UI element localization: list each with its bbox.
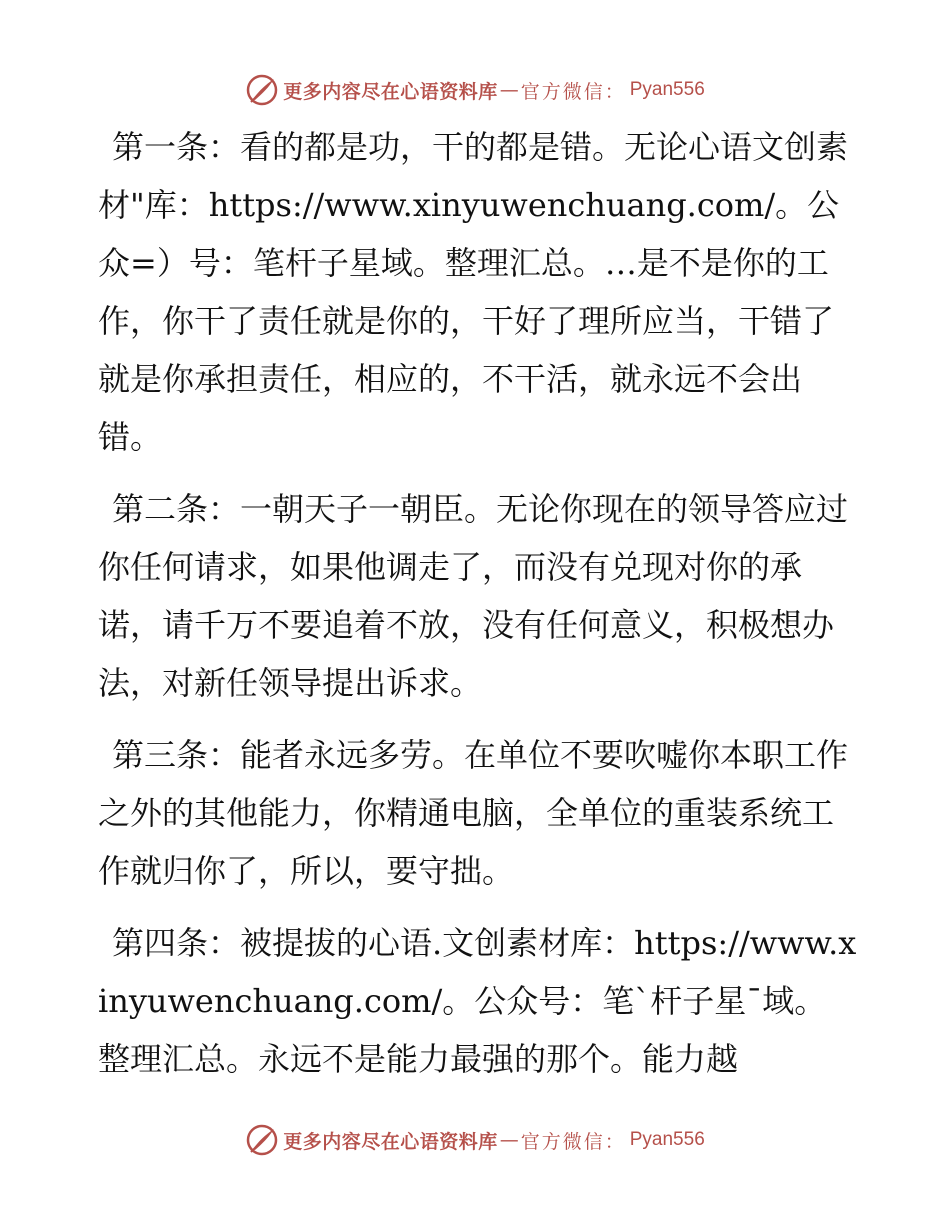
banner-separator: — <box>499 1129 519 1151</box>
quill-logo-icon <box>245 73 279 107</box>
banner-wechat-label: 官方微信： <box>520 80 626 103</box>
header-banner <box>0 70 950 110</box>
banner-wechat-id: Pyan556 <box>629 1129 705 1150</box>
banner-wechat-label: 官方微信： <box>520 1130 626 1153</box>
banner-main-text: 更多内容尽在心语资料库 <box>283 80 498 103</box>
banner-wechat-id: Pyan556 <box>629 79 705 100</box>
banner-separator: — <box>499 79 519 101</box>
footer-banner <box>0 1120 950 1160</box>
banner-main-text: 更多内容尽在心语资料库 <box>283 1130 498 1153</box>
paragraph-rule-2: 第二条：一朝天子一朝臣。无论你现在的领导答应过你任何请求，如果他调走了，而没有兑现对你的承诺，请千万不要追着不放，没有任何意义，积极想办法，对新任领导提出诉求。 <box>98 490 849 702</box>
paragraph-rule-4: 第四条：被提拔的心语.文创素材库：https://www.xinyuwenchuang.com/。公众号：笔`杆子星¯域。整理汇总。永远不是能力最强的那个。能力越 <box>98 924 857 1078</box>
quill-logo-icon <box>245 1123 279 1157</box>
document-body <box>98 118 858 1102</box>
paragraph-rule-1: 第一条：看的都是功，干的都是错。无论心语文创素材"库：https://www.xinyuwenchuang.com/。公众=）号：笔杆子星域。整理汇总。…是不是你的工作，你干了责任就是你的，干好了理所应当，干错了就是你承担责任，相应的，不干活，就永远不会出错。 <box>98 128 849 456</box>
paragraph-rule-3: 第三条：能者永远多劳。在单位不要吹嘘你本职工作之外的其他能力，你精通电脑，全单位的重装系统工作就归你了，所以，要守拙。 <box>98 736 849 890</box>
